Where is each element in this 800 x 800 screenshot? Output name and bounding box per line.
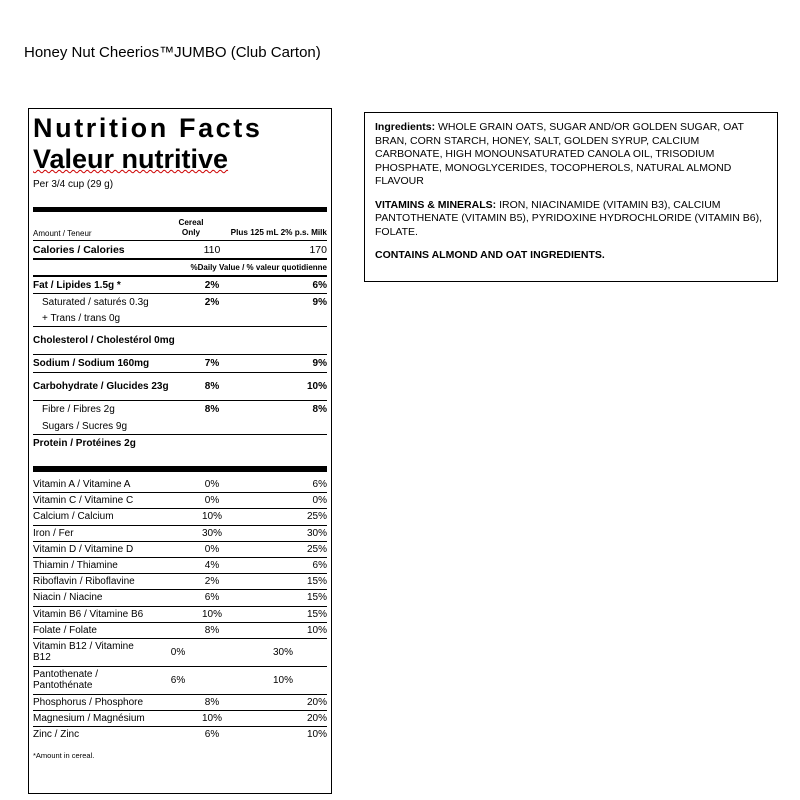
vitamin-row <box>33 526 327 541</box>
vitamin-label: Riboflavin / Riboflavine <box>33 576 135 588</box>
valeur-nutritive-text: Valeur nutritive <box>33 144 229 174</box>
vitamin-milk-dv: 0% <box>312 495 327 507</box>
vitamin-milk-dv: 15% <box>306 576 327 588</box>
ingredients-label: Ingredients: <box>375 121 436 133</box>
vitamin-cereal-dv: 6% <box>204 592 220 604</box>
vitamin-row <box>33 477 327 492</box>
vitamin-milk-dv: 10% <box>272 674 293 686</box>
vitamin-cereal-dv: 6% <box>170 674 186 686</box>
vitamin-label: Vitamin D / Vitamine D <box>33 543 134 555</box>
vitamin-cereal-dv: 0% <box>204 479 220 491</box>
nutrient-milk-dv: 9% <box>312 296 327 308</box>
calories-milk: 170 <box>309 243 327 256</box>
vitamin-milk-dv: 6% <box>312 479 327 491</box>
vitamin-cereal-dv: 30% <box>201 527 222 539</box>
vitamin-cereal-dv: 8% <box>204 624 220 636</box>
nutrient-label: + Trans / trans 0g <box>42 312 121 324</box>
vitamin-milk-dv: 10% <box>306 624 327 636</box>
calories-label: Calories / Calories <box>33 243 125 256</box>
nutrient-milk-dv: 10% <box>306 381 327 392</box>
vitamin-row <box>33 542 327 557</box>
vitamin-row <box>33 607 327 622</box>
nutrient-cereal-dv: 8% <box>204 404 220 415</box>
vitamin-label: Thiamin / Thiamine <box>33 560 118 572</box>
allergen-statement <box>375 249 767 263</box>
vitamin-row <box>33 639 327 666</box>
column-header <box>33 212 327 240</box>
vitamin-milk-dv: 15% <box>306 592 327 604</box>
nutrition-facts-heading: Nutrition Facts <box>33 113 263 143</box>
vitamin-row <box>33 623 327 638</box>
vitamin-milk-dv: 20% <box>306 696 327 708</box>
vitamin-cereal-dv: 0% <box>170 646 186 658</box>
nutrient-row <box>33 327 327 354</box>
nutrient-milk-dv: 6% <box>312 279 327 291</box>
nutrition-facts-panel <box>28 108 332 794</box>
nutrient-label: Sugars / Sucres 9g <box>42 420 128 432</box>
vitamin-cereal-dv: 0% <box>204 543 220 555</box>
nutrient-label: Saturated / saturés 0.3g <box>42 296 149 308</box>
vitamin-label: Zinc / Zinc <box>33 729 80 741</box>
vitamin-milk-dv: 25% <box>306 511 327 523</box>
ingredients-paragraph <box>375 121 767 189</box>
vitamin-cereal-dv: 4% <box>204 560 220 572</box>
vitamins-minerals-label: VITAMINS & MINERALS: <box>375 198 497 211</box>
nutrient-label: Sodium / Sodium 160mg <box>33 358 150 369</box>
vitamin-label: Vitamin B6 / Vitamine B6 <box>33 608 144 620</box>
vitamin-row <box>33 509 327 524</box>
nutrient-cereal-dv: 2% <box>204 296 220 308</box>
vitamin-cereal-dv: 8% <box>204 696 220 708</box>
vitamin-milk-dv: 20% <box>306 713 327 725</box>
vitamin-cereal-dv: 0% <box>204 495 220 507</box>
vitamin-cereal-dv: 2% <box>204 576 220 588</box>
vitamin-milk-dv: 30% <box>272 646 293 658</box>
nutrient-row <box>33 294 327 310</box>
nutrient-row <box>33 401 327 418</box>
vitamin-row <box>33 727 327 742</box>
nutrient-cereal-dv: 2% <box>204 279 220 291</box>
vitamin-label: Folate / Folate <box>33 624 97 636</box>
vitamin-cereal-dv: 10% <box>201 511 222 523</box>
vitamin-milk-dv: 25% <box>306 543 327 555</box>
vitamin-row <box>33 667 327 694</box>
vitamin-milk-dv: 15% <box>306 608 327 620</box>
vitamin-label: Pantothenate / Pantothénate <box>33 669 99 692</box>
vitamin-label: Vitamin C / Vitamine C <box>33 495 134 507</box>
nutrient-label: Protein / Protéines 2g <box>33 438 136 449</box>
calories-row <box>33 241 327 258</box>
ingredients-panel <box>364 112 778 282</box>
vitamin-row <box>33 558 327 573</box>
vitamin-label: Iron / Fer <box>33 527 74 539</box>
col-cereal-label: Cereal Only <box>178 218 204 237</box>
vitamin-row <box>33 493 327 508</box>
contains-text: CONTAINS ALMOND AND OAT INGREDIENTS. <box>375 249 605 261</box>
vitamin-label: Niacin / Niacine <box>33 592 103 604</box>
col-milk-label: Plus 125 mL 2% p.s. Milk <box>230 228 327 237</box>
nutrient-row <box>33 435 327 452</box>
vitamin-milk-dv: 6% <box>312 560 327 572</box>
vitamin-cereal-dv: 10% <box>201 713 222 725</box>
vitamin-label: Magnesium / Magnésium <box>33 713 145 725</box>
calories-cereal: 110 <box>203 243 221 256</box>
nutrient-row <box>33 373 327 400</box>
footnote: *Amount in cereal. <box>33 751 95 761</box>
vitamin-label: Vitamin B12 / Vitamine B12 <box>33 641 134 664</box>
nutrient-label: Fat / Lipides 1.5g * <box>33 279 121 291</box>
nutrient-cereal-dv: 7% <box>204 358 220 369</box>
daily-value-header: %Daily Value / % valeur quotidienne <box>190 263 327 272</box>
nutrient-row <box>33 418 327 434</box>
vitamin-cereal-dv: 10% <box>201 608 222 620</box>
nutrient-label: Carbohydrate / Glucides 23g <box>33 381 169 392</box>
product-title: Honey Nut Cheerios™JUMBO (Club Carton) <box>24 44 321 61</box>
vitamin-row <box>33 695 327 710</box>
vitamins-minerals-text: IRON, NIACINAMIDE (VITAMIN B3), CALCIUM PANTOTHENATE (VITAMIN B5), PYRIDOXINE HYDROCHLORIDE (VITAMIN B6), FOLATE. <box>375 198 762 238</box>
nutrient-row <box>33 310 327 326</box>
nutrient-row <box>33 277 327 293</box>
vitamin-label: Vitamin A / Vitamine A <box>33 479 131 491</box>
nutrient-label: Cholesterol / Cholestérol 0mg <box>33 335 175 346</box>
vitamin-row <box>33 574 327 589</box>
vitamin-cereal-dv: 6% <box>204 729 220 741</box>
vitamins-minerals-paragraph <box>375 199 767 240</box>
vitamin-list <box>33 477 327 742</box>
nutrient-milk-dv: 9% <box>312 358 327 369</box>
vitamin-label: Calcium / Calcium <box>33 511 114 523</box>
col-amount-label: Amount / Teneur <box>33 229 92 238</box>
nutrient-list <box>33 277 327 452</box>
nutrient-row <box>33 355 327 372</box>
valeur-nutritive-heading <box>33 145 327 174</box>
nutrient-label: Fibre / Fibres 2g <box>42 404 115 415</box>
vitamin-label: Phosphorus / Phosphore <box>33 696 144 708</box>
nutrient-cereal-dv: 8% <box>204 381 220 392</box>
ingredients-text: WHOLE GRAIN OATS, SUGAR AND/OR GOLDEN SUGAR, OAT BRAN, CORN STARCH, HONEY, SALT, GOLDEN SYRUP, CALCIUM CARBONATE, HIGH MONOUNSATURATED CANOLA OIL, TRISODIUM PHOSPHATE, MONOGLYCERIDES, TOCOPHEROLS, NATURAL ALMOND FLAVOUR <box>375 121 744 187</box>
serving-size: Per 3/4 cup (29 g) <box>33 179 114 190</box>
nutrient-milk-dv: 8% <box>312 404 327 415</box>
vitamin-row <box>33 711 327 726</box>
vitamin-milk-dv: 10% <box>306 729 327 741</box>
vitamin-row <box>33 590 327 605</box>
vitamin-milk-dv: 30% <box>306 527 327 539</box>
